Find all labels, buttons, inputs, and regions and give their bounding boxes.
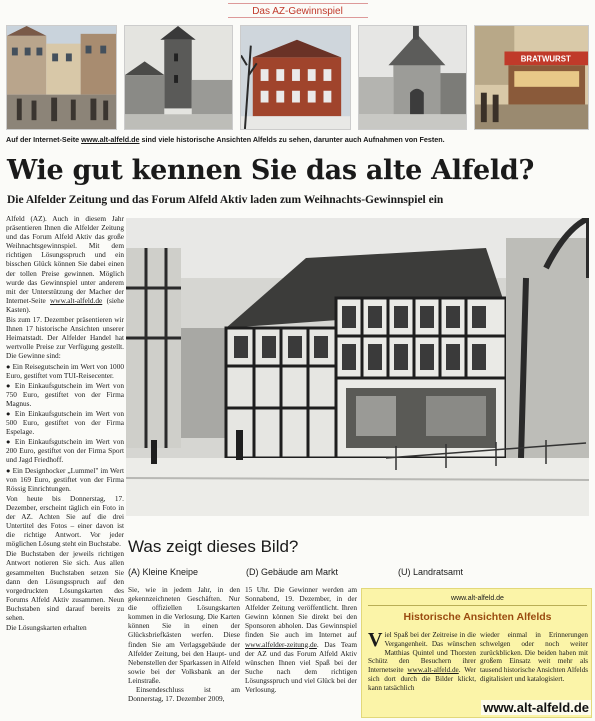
info-box (361, 588, 592, 718)
article-paragraph: Die Buchstaben der jeweils richtigen Antwort notieren Sie sich. Aus allen gesammelten Buchstaben setzen Sie dann den Lösungsspruch auf den vorgedruckten Lösungskarten des Forums Alfeld Aktiv zusammen. Neun Buchstaben sind darauf bereits zu sehen. (6, 549, 124, 623)
info-box-column-1 (368, 631, 476, 693)
info-box-title: Historische Ansichten Alfelds (403, 611, 552, 623)
info-box-link[interactable]: www.alt-alfeld.de (407, 666, 459, 675)
photo-town-square (6, 25, 117, 130)
drop-cap: V (368, 629, 383, 651)
article-paragraph: Bis zum 17. Dezember präsentieren wir Ihnen 17 historische Ansichten unserer Heimatstadt. Der Alfelder Handel hat wertvolle Preise zur Verfügung gestellt. Die Gewinne sind: (6, 315, 124, 361)
info-text-end: . Wer sich dort durch die Bilder klickt, kann tatsächlich (368, 666, 476, 692)
photo-brick-building (240, 25, 351, 130)
article-paragraph: Von heute bis Donnerstag, 17. Dezember, erscheint täglich ein Foto in der AZ. Achten Sie auf die drei Untertitel des Fotos – einer davon ist die richtige Antwort. Vor jeder möglichen Lösung steht ein Buchstabe. (6, 493, 124, 549)
prize-item: ● Ein Einkaufsgutschein im Wert von 200 Euro, gestiftet von der Firma Sport und Jagd Friedhoff. (6, 437, 124, 464)
photo-strip-caption (6, 135, 591, 144)
prize-item: ● Ein Einkaufsgutschein im Wert von 750 Euro, gestiftet von der Firma Magnus. (6, 381, 124, 408)
prize-item: ● Ein Designhocker „Lummel" im Wert von 169 Euro, gestiftet von der Firma Rössig Einrichtungen. (6, 466, 124, 493)
answer-choice-u: (U) Landratsamt (398, 567, 464, 577)
body-text-end: Einsendeschluss ist am Donnerstag, 17. Dezember 2009, (128, 685, 240, 704)
caption-link[interactable]: www.alt-alfeld.de (81, 135, 140, 144)
quiz-question: Was zeigt dieses Bild? (128, 537, 299, 556)
article-body-column-2 (245, 585, 357, 694)
section-label: Das AZ-Gewinnspiel (252, 6, 343, 17)
stall-sign: BRATWURST (520, 54, 571, 64)
website-link[interactable]: www.alt-alfeld.de (50, 295, 103, 305)
paragraph-text-end: (siehe Kasten). (6, 295, 124, 314)
article-left-column (6, 214, 124, 633)
caption-text-end: sind viele historische Ansichten Alfelds zu sehen, darunter auch Aufnahmen von Festen. (139, 135, 445, 144)
info-text: iel Spaß bei der Zeitreise in die Vergangenheit. Das wünschen Matthias Quintel und Thorsten Schütz den Besuchern ihrer Internetseite (368, 631, 476, 675)
prize-item: ● Ein Einkaufsgutschein im Wert von 500 Euro, gestiftet von der Firma Espelage. (6, 409, 124, 436)
market-stall-icon (475, 26, 588, 129)
newspaper-link[interactable]: www.alfelder-zeitung.de (245, 639, 317, 649)
watermark: www.alt-alfeld.de (483, 700, 589, 715)
info-box-column-2: wieder einmal in Erinnerungen schwelgen oder noch weiter zurückblicken. Die beiden haben mit großem Einsatz weit mehr als tausend historische Ansichten Alfelds digitalisiert und katalogisiert. (480, 631, 588, 683)
brick-building-icon (241, 26, 350, 129)
photo-church (358, 25, 467, 130)
info-box-url: www.alt-alfeld.de (451, 595, 504, 602)
town-square-icon (7, 26, 116, 129)
caption-text: Auf der Internet-Seite (6, 135, 82, 144)
main-photo-half-timbered-house (126, 218, 589, 516)
article-paragraph (6, 214, 124, 314)
half-timbered-house-icon (126, 218, 589, 516)
prize-item: ● Ein Reisegutschein im Wert von 1000 Euro, gestiftet vom TUI-Reisecenter. (6, 362, 124, 380)
church-icon (359, 26, 466, 129)
tower-icon (125, 26, 232, 129)
article-paragraph: Die Lösungskarten erhalten (6, 623, 87, 633)
subheadline: Die Alfelder Zeitung und das Forum Alfeld Aktiv laden zum Weihnachts-Gewinnspiel ein (7, 194, 444, 206)
body-text: Sie, wie in jedem Jahr, in den gekennzeichneten Geschäften. Nur die offiziellen Lösungskarten kommen in die Verlosung. Die Karten können Sie in einen der Glücksbriefkästen werfen. Diese finden Sie am Verlagsgebäude der Alfelder Zeitung, bei den Haupt- und Nebenstellen der Sparkassen in Alfeld sowie bei der Volksbank an der Leinstraße. (128, 585, 240, 685)
info-box-divider (368, 605, 587, 606)
body-text-end: . Das Team der AZ und das Forum Alfeld Aktiv wünschen Ihnen viel Spaß bei der Suche nach dem richtigen Lösungsspruch und viel Glück bei der Verlosung. (245, 639, 357, 695)
headline: Wie gut kennen Sie das alte Alfeld? (7, 155, 534, 186)
body-text: 15 Uhr. Die Gewinner werden am Sonnabend, 19. Dezember, in der Alfelder Zeitung veröffentlicht. Ihren Gewinn können Sie direkt bei den Sponsoren abholen. Das Gewinnspiel finden Sie auch im Internet auf (245, 585, 357, 640)
paragraph-text: Alfeld (AZ). Auch in diesem Jahr präsentieren Ihnen die Alfelder Zeitung und das Forum Alfeld Aktiv das große Weihnachtsgewinnspiel. Mit dem richtigen Lösungsspruch und ein bisschen Glück können Sie dabei einen der tollen Preise gewinnen. Möglich wurde das Gewinnspiel unter anderem mit der Unterstützung der Macher der Internet-Seite (6, 214, 124, 305)
photo-market-stall (474, 25, 589, 130)
photo-tower (124, 25, 233, 130)
answer-choice-d: (D) Gebäude am Markt (246, 567, 339, 577)
article-body-column-1 (128, 585, 240, 703)
answer-choice-a: (A) Kleine Kneipe (128, 567, 199, 577)
